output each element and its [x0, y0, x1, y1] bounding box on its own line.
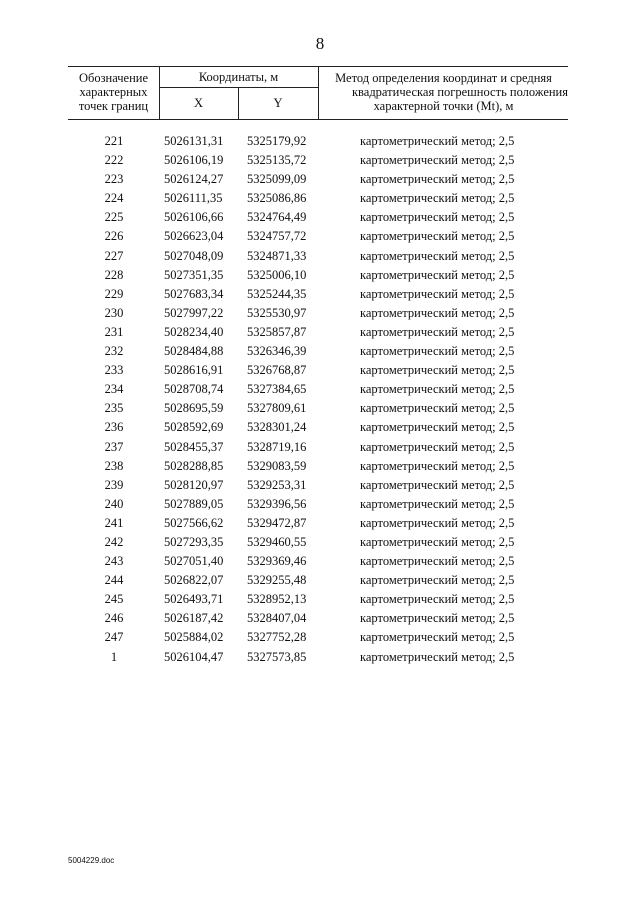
x-cell: 5026104,47	[164, 649, 224, 664]
method-cell: картометрический метод; 2,5	[360, 573, 515, 588]
point-cell: 247	[104, 630, 124, 645]
header-method-line-3: характерной точки (Mt), м	[373, 99, 514, 113]
x-cell: 5027051,40	[164, 554, 224, 569]
point-cell: 240	[104, 496, 124, 511]
table-row	[0, 476, 640, 495]
point-cell: 222	[104, 153, 124, 168]
header-method-label	[319, 71, 568, 113]
y-cell: 5325135,72	[247, 153, 307, 168]
method-cell: картометрический метод; 2,5	[360, 286, 515, 301]
method-cell: картометрический метод; 2,5	[360, 305, 515, 320]
y-cell: 5328952,13	[247, 592, 307, 607]
point-cell: 243	[104, 554, 124, 569]
x-cell: 5027293,35	[164, 534, 224, 549]
point-cell: 233	[104, 363, 124, 378]
point-cell: 231	[104, 324, 124, 339]
point-cell: 225	[104, 210, 124, 225]
table-row	[0, 304, 640, 323]
x-cell: 5027048,09	[164, 248, 224, 263]
x-cell: 5028695,59	[164, 401, 224, 416]
method-cell: картометрический метод; 2,5	[360, 611, 515, 626]
table-row	[0, 495, 640, 514]
table-row	[0, 151, 640, 170]
y-cell: 5325857,87	[247, 324, 307, 339]
header-point-line-2: характерных	[79, 85, 148, 99]
header-method-line-1: Метод определения координат и средняя	[335, 71, 552, 85]
table-row	[0, 590, 640, 609]
y-cell: 5328719,16	[247, 439, 307, 454]
y-cell: 5329460,55	[247, 534, 307, 549]
table-row	[0, 361, 640, 380]
table-row	[0, 285, 640, 304]
point-cell: 234	[104, 382, 124, 397]
y-cell: 5325086,86	[247, 191, 307, 206]
point-cell: 245	[104, 592, 124, 607]
y-cell: 5325530,97	[247, 305, 307, 320]
table-row	[0, 208, 640, 227]
header-bottom-rule	[68, 119, 568, 120]
x-cell: 5026124,27	[164, 172, 224, 187]
table-row	[0, 628, 640, 647]
y-cell: 5329472,87	[247, 515, 307, 530]
method-cell: картометрический метод; 2,5	[360, 191, 515, 206]
table-row	[0, 342, 640, 361]
y-cell: 5324757,72	[247, 229, 307, 244]
method-cell: картометрический метод; 2,5	[360, 229, 515, 244]
header-x-label: X	[193, 96, 204, 110]
x-cell: 5026106,19	[164, 153, 224, 168]
header-method-line-2: квадратическая погрешность положения	[351, 85, 568, 99]
point-cell: 237	[104, 439, 124, 454]
point-cell: 241	[104, 515, 124, 530]
point-cell: 244	[104, 573, 124, 588]
x-cell: 5027351,35	[164, 267, 224, 282]
point-cell: 223	[104, 172, 124, 187]
point-cell: 229	[104, 286, 124, 301]
table-row	[0, 247, 640, 266]
method-cell: картометрический метод; 2,5	[360, 458, 515, 473]
method-cell: картометрический метод; 2,5	[360, 439, 515, 454]
point-cell: 230	[104, 305, 124, 320]
y-cell: 5325179,92	[247, 134, 307, 148]
method-cell: картометрический метод; 2,5	[360, 344, 515, 359]
y-cell: 5328407,04	[247, 611, 307, 626]
header-coords-label: Координаты, м	[198, 70, 279, 84]
method-cell: картометрический метод; 2,5	[360, 172, 515, 187]
table-row	[0, 189, 640, 208]
x-cell: 5028288,85	[164, 458, 224, 473]
table-row	[0, 399, 640, 418]
x-cell: 5027566,62	[164, 515, 224, 530]
method-cell: картометрический метод; 2,5	[360, 248, 515, 263]
method-cell: картометрический метод; 2,5	[360, 592, 515, 607]
x-cell: 5026131,31	[164, 134, 224, 148]
point-cell: 228	[104, 267, 124, 282]
method-cell: картометрический метод; 2,5	[360, 420, 515, 435]
y-cell: 5326768,87	[247, 363, 307, 378]
table-row	[0, 552, 640, 571]
header-point-line-1: Обозначение	[78, 71, 149, 85]
method-cell: картометрический метод; 2,5	[360, 630, 515, 645]
point-cell: 239	[104, 477, 124, 492]
x-cell: 5026623,04	[164, 229, 224, 244]
method-cell: картометрический метод; 2,5	[360, 324, 515, 339]
method-cell: картометрический метод; 2,5	[360, 477, 515, 492]
table-row	[0, 648, 640, 667]
y-cell: 5329083,59	[247, 458, 307, 473]
x-cell: 5028234,40	[164, 324, 224, 339]
header-y-label: Y	[273, 96, 283, 110]
x-cell: 5028484,88	[164, 344, 224, 359]
method-cell: картометрический метод; 2,5	[360, 401, 515, 416]
method-cell: картометрический метод; 2,5	[360, 496, 515, 511]
table-header	[68, 66, 568, 120]
table-row	[0, 571, 640, 590]
x-cell: 5028708,74	[164, 382, 224, 397]
y-cell: 5329255,48	[247, 573, 307, 588]
table-body	[0, 132, 640, 667]
x-cell: 5027683,34	[164, 286, 224, 301]
x-cell: 5027997,22	[164, 305, 224, 320]
page-number: 8	[315, 34, 325, 53]
table-row	[0, 380, 640, 399]
point-cell: 238	[104, 458, 124, 473]
x-cell: 5028455,37	[164, 439, 224, 454]
method-cell: картометрический метод; 2,5	[360, 210, 515, 225]
y-cell: 5324764,49	[247, 210, 307, 225]
y-cell: 5326346,39	[247, 344, 307, 359]
y-cell: 5325006,10	[247, 267, 307, 282]
point-cell: 236	[104, 420, 124, 435]
method-cell: картометрический метод; 2,5	[360, 134, 515, 148]
y-cell: 5325099,09	[247, 172, 307, 187]
y-cell: 5327752,28	[247, 630, 307, 645]
x-cell: 5026111,35	[164, 191, 223, 206]
x-cell: 5028592,69	[164, 420, 224, 435]
table-row	[0, 323, 640, 342]
y-cell: 5327809,61	[247, 401, 307, 416]
point-cell: 232	[104, 344, 124, 359]
method-cell: картометрический метод; 2,5	[360, 267, 515, 282]
method-cell: картометрический метод; 2,5	[360, 554, 515, 569]
y-cell: 5325244,35	[247, 286, 307, 301]
point-cell: 246	[104, 611, 124, 626]
x-cell: 5025884,02	[164, 630, 224, 645]
point-cell: 242	[104, 534, 124, 549]
table-row	[0, 266, 640, 285]
point-cell: 1	[110, 649, 118, 664]
table-row	[0, 609, 640, 628]
method-cell: картометрический метод; 2,5	[360, 382, 515, 397]
x-cell: 5026493,71	[164, 592, 224, 607]
x-cell: 5028120,97	[164, 477, 224, 492]
point-cell: 226	[104, 229, 124, 244]
y-cell: 5329396,56	[247, 496, 307, 511]
y-cell: 5324871,33	[247, 248, 307, 263]
y-cell: 5329369,46	[247, 554, 307, 569]
y-cell: 5328301,24	[247, 420, 307, 435]
table-row	[0, 227, 640, 246]
x-cell: 5027889,05	[164, 496, 224, 511]
point-cell: 221	[104, 134, 124, 148]
y-cell: 5327384,65	[247, 382, 307, 397]
point-cell: 224	[104, 191, 124, 206]
table-row	[0, 514, 640, 533]
y-cell: 5329253,31	[247, 477, 307, 492]
header-point-line-3: точек границ	[78, 99, 149, 113]
point-cell: 235	[104, 401, 124, 416]
point-cell: 227	[104, 248, 124, 263]
method-cell: картометрический метод; 2,5	[360, 363, 515, 378]
x-cell: 5026187,42	[164, 611, 224, 626]
x-cell: 5026106,66	[164, 210, 224, 225]
file-name: 5004229.doc	[68, 856, 115, 865]
y-cell: 5327573,85	[247, 649, 307, 664]
table-row	[0, 170, 640, 189]
method-cell: картометрический метод; 2,5	[360, 515, 515, 530]
table-row	[0, 418, 640, 437]
method-cell: картометрический метод; 2,5	[360, 153, 515, 168]
table-row	[0, 457, 640, 476]
table-row	[0, 132, 640, 151]
x-cell: 5026822,07	[164, 573, 224, 588]
table-row	[0, 438, 640, 457]
x-cell: 5028616,91	[164, 363, 224, 378]
method-cell: картометрический метод; 2,5	[360, 649, 515, 664]
header-point-label	[68, 71, 159, 113]
method-cell: картометрический метод; 2,5	[360, 534, 515, 549]
table-row	[0, 533, 640, 552]
